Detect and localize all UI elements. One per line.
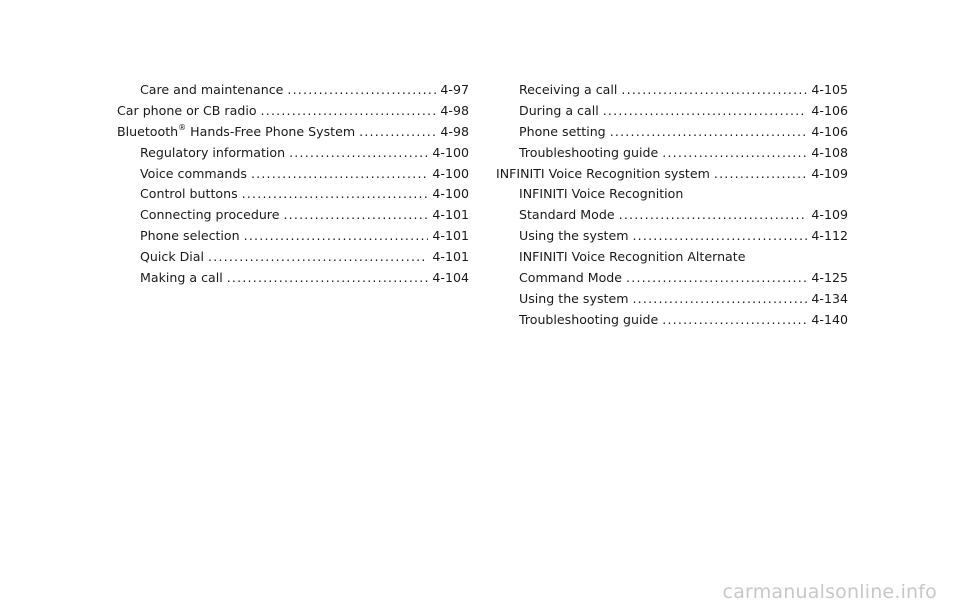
toc-entry-page: 4-105 (811, 82, 848, 97)
toc-entry-title-rest: Hands-Free Phone System (186, 123, 356, 139)
toc-entry[interactable] (117, 80, 469, 101)
toc-entry-page: 4-104 (432, 270, 469, 286)
dot-leader (632, 226, 807, 247)
toc-entry-title-text: Troubleshooting guide (519, 311, 659, 327)
toc-entry-title (519, 310, 658, 331)
dot-leader (626, 268, 807, 289)
toc-entry-title-text: Standard Mode (519, 207, 615, 223)
toc-entry-title-text: Connecting procedure (140, 207, 280, 223)
dot-leader (619, 205, 808, 226)
toc-entry-title (519, 122, 606, 143)
dot-leader (261, 101, 437, 122)
toc-entry[interactable] (496, 247, 848, 268)
toc-entry-page: 4-108 (811, 144, 848, 160)
toc-entry-page: 4-100 (432, 144, 469, 160)
toc-entry-title (117, 101, 257, 122)
toc-entry[interactable] (496, 122, 848, 143)
dot-leader (610, 122, 808, 143)
toc-entry[interactable] (496, 80, 848, 101)
toc-entry-title (519, 80, 617, 101)
toc-entry-title-text: Control buttons (140, 186, 238, 202)
toc-entry-title (519, 184, 683, 205)
toc-entry-page: 4-101 (432, 228, 469, 244)
toc-entry[interactable] (117, 143, 469, 164)
toc-entry-title (140, 80, 283, 101)
dot-leader (227, 268, 429, 289)
toc-entry-title-text: Using the system (519, 228, 629, 244)
toc-entry-title-text: During a call (519, 102, 599, 118)
toc-entry-page: 4-100 (432, 186, 469, 202)
toc-entry[interactable] (117, 122, 469, 143)
toc-entry-page: 4-134 (811, 290, 848, 306)
toc-entry-page: 4-106 (811, 102, 848, 118)
dot-leader (662, 310, 807, 331)
toc-entry-page: 4-98 (440, 102, 469, 118)
toc-entry-title (140, 143, 285, 164)
dot-leader (662, 143, 807, 164)
toc-entry-title (519, 268, 622, 289)
toc-entry-page: 4-97 (440, 82, 469, 97)
dot-leader (242, 184, 429, 205)
toc-entry-title (519, 226, 628, 247)
toc-entry[interactable] (496, 184, 848, 205)
toc-entry-page: 4-112 (811, 228, 848, 244)
toc-entry-title (519, 101, 599, 122)
toc-entry-title-text: Command Mode (519, 270, 623, 286)
toc-entry-title-text: INFINITI Voice Recognition (519, 186, 684, 202)
toc-entry[interactable] (496, 205, 848, 226)
toc-entry-page: 4-125 (811, 270, 848, 286)
toc-entry[interactable] (117, 205, 469, 226)
toc-right-column (496, 80, 848, 331)
toc-entry-title-text: Bluetooth (117, 123, 179, 139)
toc-entry-title-text: Phone setting (519, 123, 606, 139)
toc-entry[interactable] (117, 101, 469, 122)
toc-entry-page: 4-100 (432, 165, 469, 181)
toc-entry-title (140, 184, 238, 205)
dot-leader (603, 101, 808, 122)
toc-entry-page: 4-109 (811, 207, 848, 223)
toc-entry-title (519, 143, 658, 164)
toc-entry-title-text: Quick Dial (140, 249, 205, 265)
toc-entry-title (140, 247, 204, 268)
toc-entry-page: 4-101 (432, 249, 469, 265)
toc-entry-title-text: Phone selection (140, 228, 240, 244)
toc-entry-title (140, 268, 223, 289)
toc-entry-title-text: INFINITI Voice Recognition system (496, 165, 710, 181)
toc-entry-title (496, 164, 710, 185)
toc-entry[interactable] (117, 184, 469, 205)
toc-entry-title-text: Troubleshooting guide (519, 144, 659, 160)
toc-entry[interactable] (496, 101, 848, 122)
dot-leader (251, 164, 428, 185)
dot-leader (632, 289, 807, 310)
dot-leader (621, 80, 807, 101)
toc-entry[interactable] (117, 268, 469, 289)
toc-entry[interactable] (496, 143, 848, 164)
toc-entry-page: 4-98 (440, 123, 469, 139)
toc-entry-page: 4-101 (432, 207, 469, 223)
dot-leader (289, 143, 428, 164)
toc-entry-page: 4-140 (811, 311, 848, 327)
toc-entry[interactable] (496, 268, 848, 289)
toc-left-column (117, 80, 469, 289)
toc-entry-title (519, 289, 628, 310)
dot-leader (359, 122, 436, 143)
toc-entry[interactable] (117, 226, 469, 247)
watermark-text: carmanualsonline.info (722, 581, 937, 603)
toc-entry-title-text: Care and maintenance (140, 82, 284, 97)
toc-entry[interactable] (496, 164, 848, 185)
toc-entry-title-text: Making a call (140, 270, 223, 286)
toc-entry-title-text: Using the system (519, 290, 629, 306)
toc-entry-page: 4-106 (811, 123, 848, 139)
toc-entry-title-text: Regulatory information (140, 144, 286, 160)
toc-entry-title-text: Receiving a call (519, 82, 618, 97)
dot-leader (208, 247, 428, 268)
toc-entry-title (140, 205, 279, 226)
toc-entry-title (519, 247, 745, 268)
toc-entry-title-text: Voice commands (140, 165, 247, 181)
toc-entry-page: 4-109 (811, 165, 848, 181)
toc-entry[interactable] (496, 226, 848, 247)
dot-leader (287, 80, 436, 101)
toc-entry-title (117, 122, 355, 143)
toc-entry-title-text: Car phone or CB radio (117, 102, 257, 118)
toc-entry-title (140, 164, 247, 185)
dot-leader (283, 205, 428, 226)
toc-entry[interactable] (496, 289, 848, 310)
toc-entry-title (140, 226, 240, 247)
toc-entry[interactable] (117, 164, 469, 185)
dot-leader (244, 226, 429, 247)
registered-mark: ® (178, 122, 187, 132)
dot-leader (714, 164, 808, 185)
toc-entry[interactable] (117, 247, 469, 268)
toc-entry-title (519, 205, 615, 226)
toc-entry[interactable] (496, 310, 848, 331)
toc-entry-title-text: INFINITI Voice Recognition Alternate (519, 249, 746, 265)
